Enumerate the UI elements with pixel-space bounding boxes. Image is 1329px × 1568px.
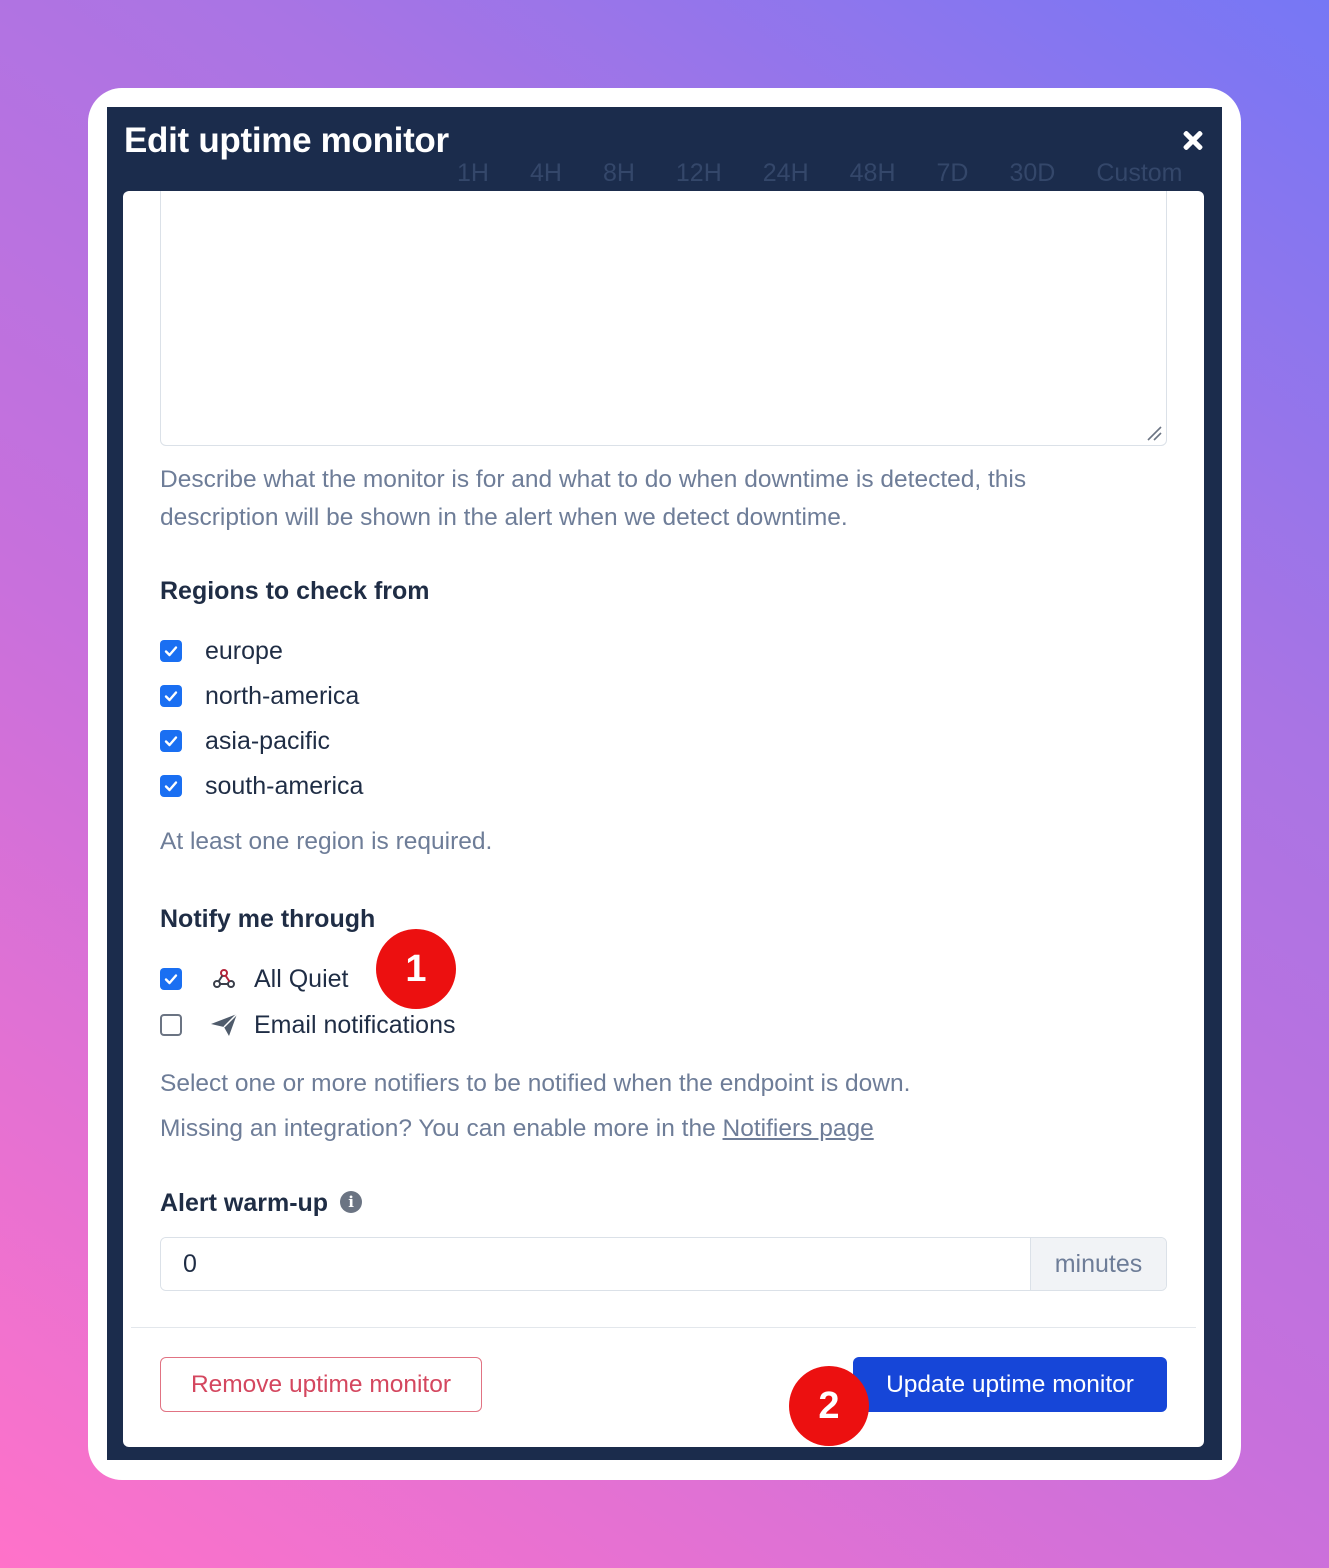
checkmark-icon	[163, 688, 179, 704]
region-option-asia-pacific[interactable]	[160, 726, 330, 756]
checkmark-icon	[163, 733, 179, 749]
checkbox-checked[interactable]	[160, 640, 182, 662]
background-time-range-tabs	[457, 159, 1222, 188]
region-option-north-america[interactable]	[160, 681, 359, 711]
background-tab: 7D	[936, 159, 969, 187]
region-label: europe	[205, 636, 283, 665]
notify-missing-text: Missing an integration? You can enable more in the	[160, 1115, 723, 1142]
resize-grip-icon[interactable]	[1146, 425, 1162, 441]
remove-monitor-button[interactable]: Remove uptime monitor	[160, 1357, 482, 1412]
warmup-label-row	[160, 1189, 362, 1218]
background-tab: 24H	[762, 159, 809, 187]
modal-backdrop	[107, 107, 1222, 1460]
background-tab: 4H	[529, 159, 562, 187]
warmup-label: Alert warm-up	[160, 1189, 329, 1217]
description-textarea[interactable]	[160, 191, 1167, 446]
region-label: north-america	[205, 681, 360, 710]
modal-title: Edit uptime monitor	[124, 121, 449, 160]
checkbox-checked[interactable]	[160, 775, 182, 797]
modal-body	[123, 191, 1204, 1447]
info-icon[interactable]: i	[340, 1191, 362, 1213]
background-tab: 1H	[457, 159, 489, 187]
warmup-unit-suffix: minutes	[1030, 1238, 1166, 1290]
notify-label: Notify me through	[160, 905, 376, 933]
regions-help: At least one region is required.	[160, 828, 493, 855]
notify-help: Select one or more notifiers to be notified when the endpoint is down.	[160, 1070, 911, 1097]
region-option-south-america[interactable]	[160, 771, 363, 801]
update-monitor-button[interactable]: Update uptime monitor	[853, 1357, 1167, 1412]
annotation-marker-1: 1	[376, 929, 456, 1009]
warmup-minutes-input[interactable]: 0	[161, 1238, 1030, 1290]
checkmark-icon	[163, 778, 179, 794]
background-tab: 30D	[1009, 159, 1056, 187]
background-tab: 12H	[675, 159, 722, 187]
background-tab: Custom	[1096, 159, 1183, 187]
description-help-line: description will be shown in the alert when we detect downtime.	[160, 504, 848, 531]
paper-plane-icon	[210, 1011, 238, 1039]
checkmark-icon	[163, 971, 179, 987]
webhook-icon	[210, 965, 238, 993]
background-tab: 48H	[849, 159, 896, 187]
checkbox-checked[interactable]	[160, 730, 182, 752]
notifier-label: Email notifications	[254, 1010, 456, 1039]
notify-missing-help	[160, 1110, 874, 1148]
description-help	[160, 461, 1026, 537]
region-option-europe[interactable]	[160, 636, 283, 666]
region-label: asia-pacific	[205, 726, 331, 755]
regions-label: Regions to check from	[160, 577, 430, 605]
checkbox-checked[interactable]	[160, 968, 182, 990]
notifier-option-all-quiet[interactable]	[160, 964, 348, 994]
region-label: south-america	[205, 771, 364, 800]
footer-divider	[131, 1327, 1196, 1328]
description-help-line: Describe what the monitor is for and what to do when downtime is detected, this	[160, 466, 1027, 493]
annotation-marker-2: 2	[789, 1366, 869, 1446]
checkmark-icon	[163, 643, 179, 659]
background-tab: 8H	[602, 159, 635, 187]
notifiers-page-link[interactable]: Notifiers page	[722, 1115, 874, 1142]
checkbox-checked[interactable]	[160, 685, 182, 707]
notifier-label: All Quiet	[254, 964, 349, 993]
notifier-option-email[interactable]	[160, 1010, 455, 1040]
close-icon[interactable]	[1178, 125, 1208, 155]
checkbox-unchecked[interactable]	[160, 1014, 182, 1036]
warmup-input-group	[160, 1237, 1167, 1291]
